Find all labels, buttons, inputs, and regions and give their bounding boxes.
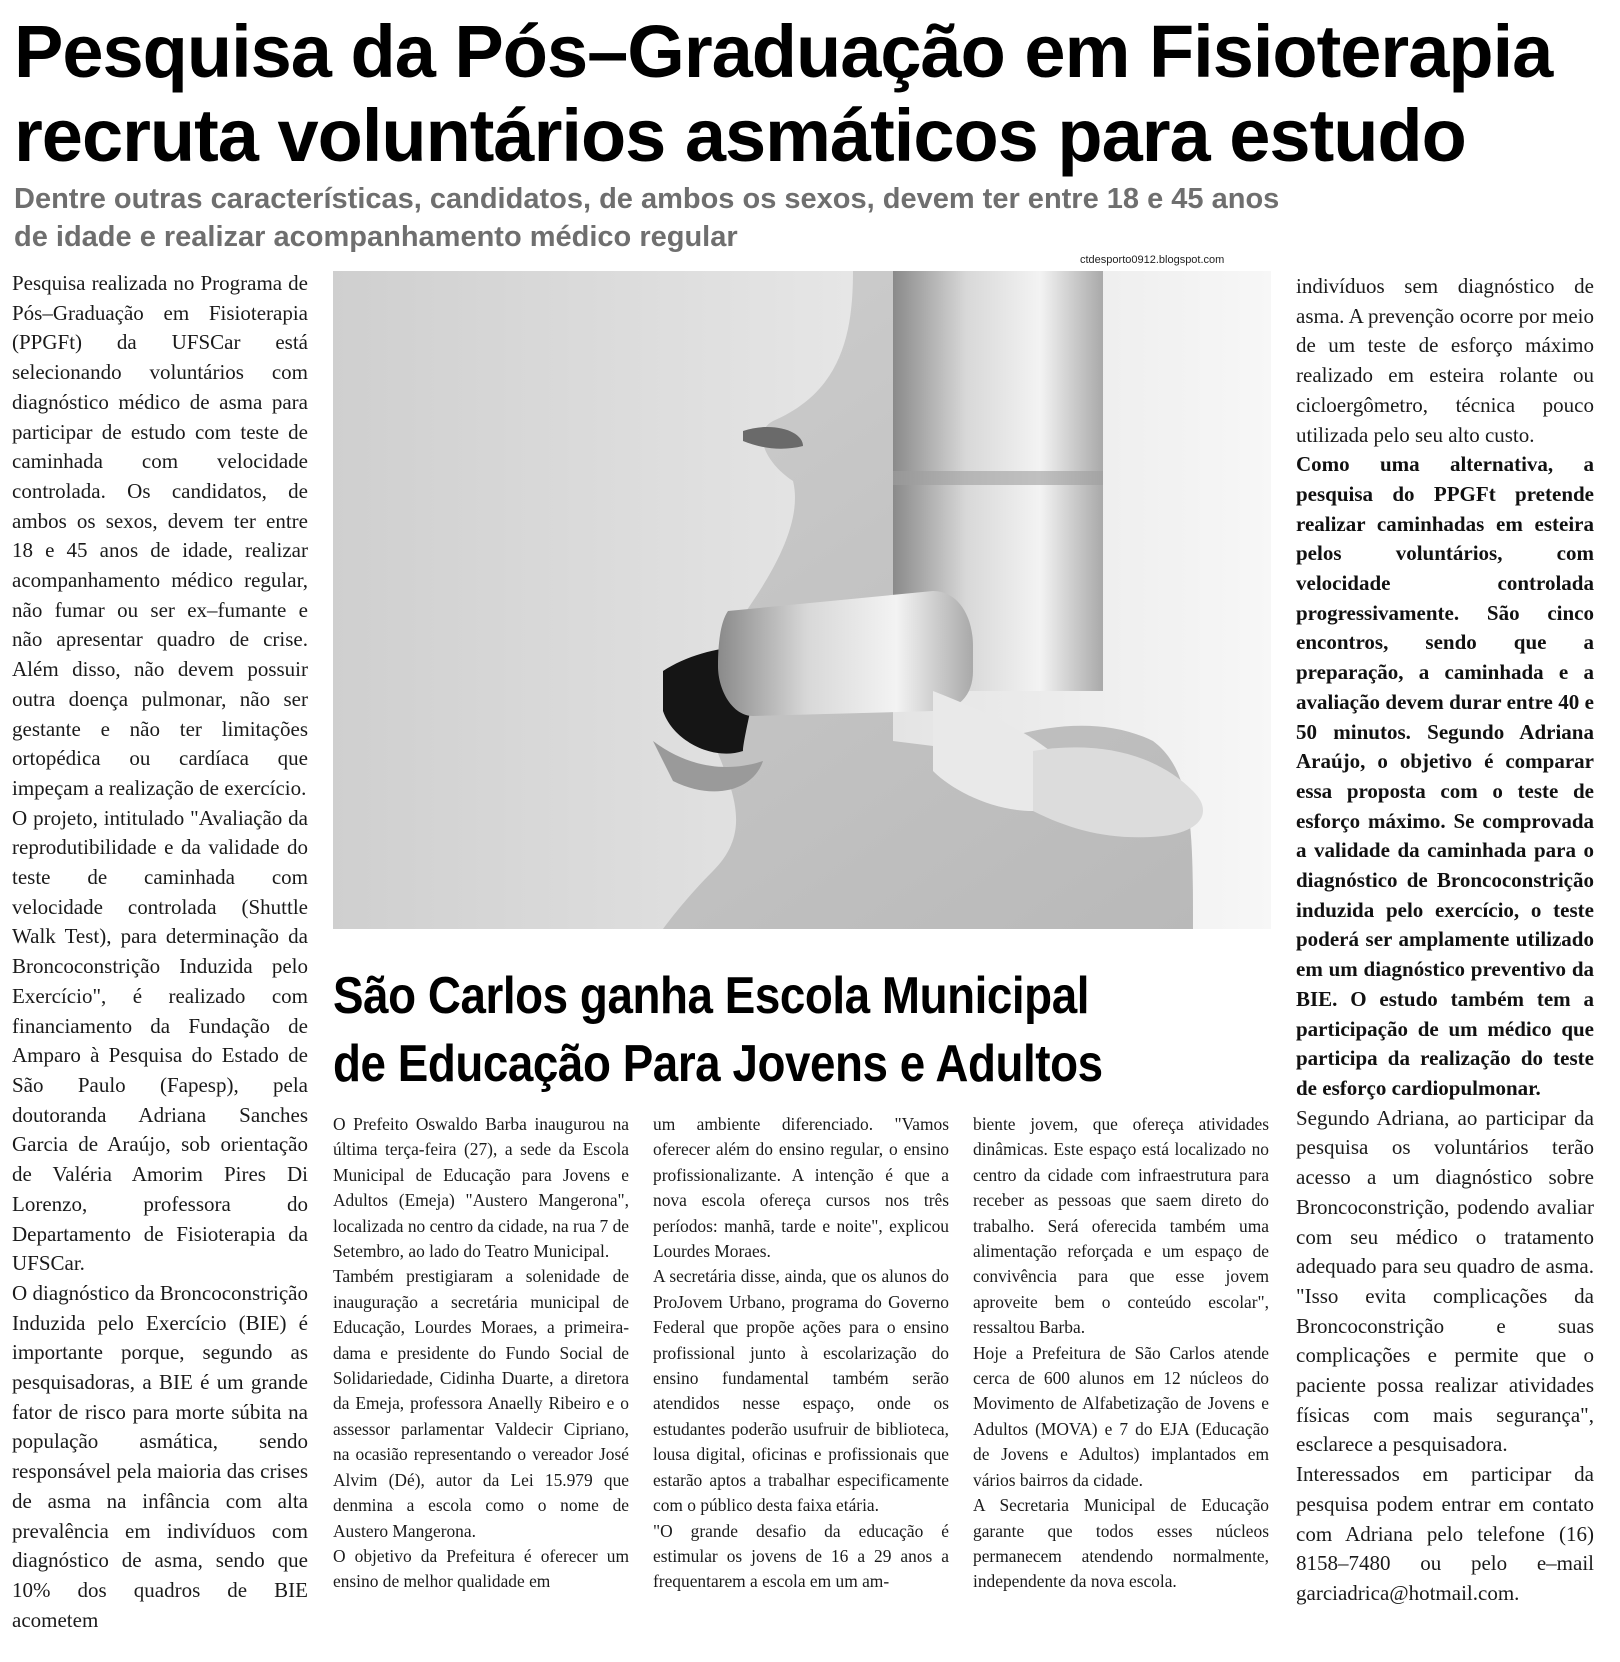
article-paragraph: Pesquisa realizada no Programa de Pós–Graduação em Fisioterapia (PPGFt) da UFSCar está selecionando voluntários com diagnóstico médico de asma para participar de estudo com teste de caminhada com velocidade controlada. Os candidatos, de ambos os sexos, devem ter entre 18 e 45 anos de idade, realizar acompanhamento médico regular, não fumar ou ser ex–fumante e não apresentar quadro de crise. Além disso, não devem possuir outra doença pulmonar, não ser gestante e não ter limitações ortopédica ou cardíaca que impeçam a realização de exercício. [12,271,308,800]
secondary-column-1 [333,1112,629,1652]
secondary-paragraph: biente jovem, que ofereça atividades dinâmicas. Este espaço está localizado no centro da cidade com infraestrutura para receber as pessoas que saem direto do trabalho. Será oferecida também uma alimentação reforçada e um espaço de convivência para que esse jovem aproveite bem o conteúdo escolar", ressaltou Barba. [973,1114,1269,1338]
secondary-paragraph: O objetivo da Prefeitura é oferecer um ensino de melhor qualidade em [333,1545,629,1592]
article-right-column [1296,272,1594,1660]
secondary-headline-line1: São Carlos ganha Escola Municipal [333,967,1089,1025]
secondary-paragraph: A secretária disse, ainda, que os alunos do ProJovem Urbano, programa do Governo Federal que propõe ações para o ensino profissional junto à escolarização do ensino fundamental também serão atendidos nesse espaço, onde os estudantes poderão usufruir de biblioteca, lousa digital, oficinas e profissionais que estarão aptos a trabalhar especificamente com o público desta faixa etária. [653,1266,949,1516]
article-paragraph: O diagnóstico da Broncoconstrição Induzida pelo Exercício (BIE) é importante porque, segundo as pesquisadoras, a BIE é um grande fator de risco para morte súbita na população asmática, sendo responsável pela maioria das crises de asma na infância com alta prevalência em indivíduos com diagnóstico de asma, sendo que 10% dos quadros de BIE acometem [12,1280,308,1632]
photo-credit: ctdesporto0912.blogspot.com [1080,254,1225,266]
secondary-headline [333,962,1283,1098]
article-paragraph: Como uma alternativa, a pesquisa do PPGFt pretende realizar caminhadas em esteira pelos voluntários, com velocidade controlada progressivamente. São cinco encontros, sendo que a preparação, a caminhada e a avaliação devem durar entre 40 e 50 minutos. Segundo Adriana Araújo, o objetivo é comparar essa proposta com o teste de esforço máximo. Se comprovada a validade da caminhada para o diagnóstico de Broncoconstrição induzida pelo exercício, o teste poderá ser amplamente utilizado em um diagnóstico preventivo da BIE. O estudo também tem a participação de um médico que participa da realização do teste de esforço cardiopulmonar. [1296,452,1594,1100]
secondary-paragraph: O Prefeito Oswaldo Barba inaugurou na última terça-feira (27), a sede da Escola Municipal de Educação para Jovens e Adultos (Emeja) "Austero Mangerona", localizada no centro da cidade, na rua 7 de Setembro, ao lado do Teatro Municipal. [333,1114,629,1262]
secondary-paragraph: Hoje a Prefeitura de São Carlos atende cerca de 600 alunos em 12 núcleos do Movimento de Alfabetização de Jovens e Adultos (MOVA) e 7 do EJA (Educação de Jovens e Adultos) implantados em vários bairros da cidade. [973,1342,1269,1490]
article-paragraph: Interessados em participar da pesquisa podem entrar em contato com Adriana pelo telefone (16) 8158–7480 ou pelo e–mail garciadrica@hotmail.com. [1296,1462,1594,1605]
secondary-paragraph: Também prestigiaram a solenidade de inauguração a secretária municipal de Educação, Lourdes Moraes, a primeira-dama e presidente do Fundo Social de Solidariedade, Cidinha Duarte, a diretora da Emeja, professora Anaelly Ribeiro e o assessor parlamentar Valdecir Cipriano, na ocasião representando o vereador José Alvim (Dé), autor da Lei 15.979 que denmina a escola como o nome de Austero Mangerona. [333,1266,629,1541]
article-left-column [12,269,308,1659]
subheadline: Dentre outras características, candidatos, de ambos os sexos, devem ter entre 18 e 45 anos de idade e realizar acompanhamento médico regular [14,183,1280,253]
main-headline [14,10,1614,178]
inhaler-photo [333,271,1271,929]
main-headline-line2: recruta voluntários asmáticos para estudo [14,94,1466,177]
secondary-column-2 [653,1112,949,1652]
secondary-headline-line2: de Educação Para Jovens e Adultos [333,1035,1103,1093]
secondary-paragraph: um ambiente diferenciado. "Vamos oferecer além do ensino regular, o ensino profissionalizante. A intenção é que a nova escola ofereça cursos nos três períodos: manhã, tarde e noite", explicou Lourdes Moraes. [653,1114,949,1262]
secondary-paragraph: "O grande desafio da educação é estimular os jovens de 16 a 29 anos a frequentarem a escola em um am- [653,1520,949,1592]
article-paragraph: O projeto, intitulado "Avaliação da reprodutibilidade e da validade do teste de caminhada com velocidade controlada (Shuttle Walk Test), para determinação da Broncoconstrição Induzida pelo Exercício", é realizado com financiamento da Fundação de Amparo à Pesquisa do Estado de São Paulo (Fapesp), pela doutoranda Adriana Sanches Garcia de Araújo, sob orientação de Valéria Amorim Pires Di Lorenzo, professora do Departamento de Fisioterapia da UFSCar. [12,805,308,1276]
secondary-column-3 [973,1112,1269,1652]
secondary-paragraph: A Secretaria Municipal de Educação garante que todos esses núcleos permanecem atendendo normalmente, independente da nova escola. [973,1495,1269,1592]
main-headline-line1: Pesquisa da Pós–Graduação em Fisioterapia [14,10,1553,93]
inhaler-photo-illustration [333,271,1271,929]
article-paragraph: Segundo Adriana, ao participar da pesquisa os voluntários terão acesso a um diagnóstico sobre Broncoconstrição, podendo avaliar com seu médico o tratamento adequado para seu quadro de asma. "Isso evita complicações da Broncoconstrição e suas complicações e permite que o paciente possa realizar atividades físicas com mais segurança", esclarece a pesquisadora. [1296,1105,1594,1457]
article-paragraph: indivíduos sem diagnóstico de asma. A prevenção ocorre por meio de um teste de esforço máximo realizado em esteira rolante ou cicloergômetro, técnica pouco utilizada pelo seu alto custo. [1296,274,1594,447]
